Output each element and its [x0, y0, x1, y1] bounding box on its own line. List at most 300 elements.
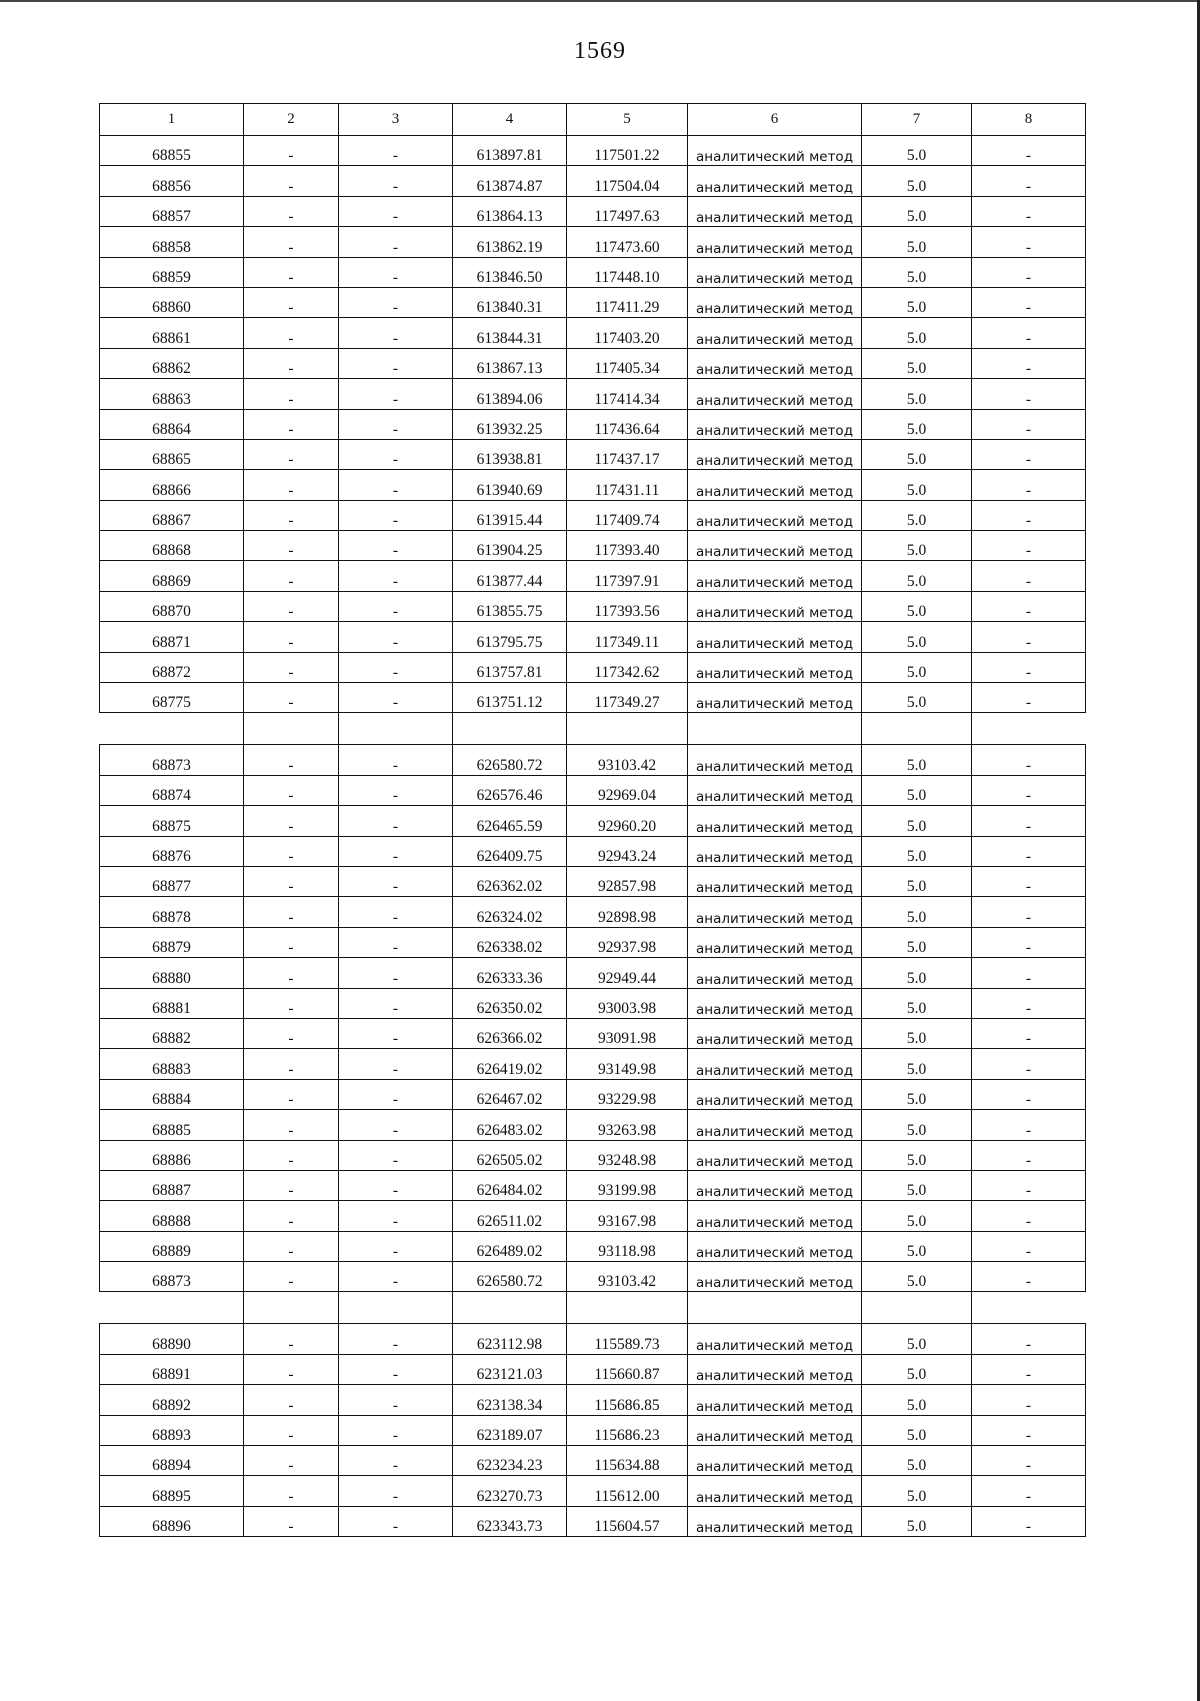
method-cell: аналитический метод — [688, 531, 862, 561]
coord-x-cell: 613846.50 — [453, 257, 567, 287]
method-cell: аналитический метод — [688, 287, 862, 317]
coord-y-cell: 115686.85 — [567, 1385, 688, 1415]
col-2-value-cell: - — [244, 897, 339, 927]
table-row — [100, 166, 1086, 196]
point-number-cell: 68895 — [100, 1476, 244, 1506]
col-8-value-cell: - — [972, 775, 1086, 805]
method-cell: аналитический метод — [688, 1506, 862, 1536]
col-2-value-cell: - — [244, 836, 339, 866]
coord-y-cell: 92969.04 — [567, 775, 688, 805]
table-row — [100, 1506, 1086, 1536]
point-number-cell: 68896 — [100, 1506, 244, 1536]
col-2-value-cell: - — [244, 1262, 339, 1292]
method-cell: аналитический метод — [688, 836, 862, 866]
scan-edge-top — [0, 0, 1200, 2]
col-2-value-cell: - — [244, 927, 339, 957]
col-2-value-cell: - — [244, 988, 339, 1018]
table-row — [100, 927, 1086, 957]
coord-y-cell: 93149.98 — [567, 1049, 688, 1079]
coord-y-cell: 115686.23 — [567, 1415, 688, 1445]
coord-x-cell: 626576.46 — [453, 775, 567, 805]
column-header: 3 — [339, 104, 453, 136]
coord-x-cell: 613864.13 — [453, 196, 567, 226]
coord-y-cell: 117437.17 — [567, 439, 688, 469]
coord-x-cell: 613877.44 — [453, 561, 567, 591]
coord-x-cell: 613938.81 — [453, 439, 567, 469]
col-8-value-cell: - — [972, 287, 1086, 317]
col-8-value-cell: - — [972, 1354, 1086, 1384]
coord-x-cell: 613940.69 — [453, 470, 567, 500]
empty-cell — [567, 713, 688, 745]
col-3-value-cell: - — [339, 379, 453, 409]
col-2-value-cell: - — [244, 1415, 339, 1445]
col-3-value-cell: - — [339, 531, 453, 561]
method-cell: аналитический метод — [688, 897, 862, 927]
method-cell: аналитический метод — [688, 409, 862, 439]
col-2-value-cell: - — [244, 561, 339, 591]
accuracy-cell: 5.0 — [862, 1385, 972, 1415]
method-cell: аналитический метод — [688, 166, 862, 196]
accuracy-cell: 5.0 — [862, 318, 972, 348]
table-row — [100, 287, 1086, 317]
method-cell: аналитический метод — [688, 958, 862, 988]
col-8-value-cell: - — [972, 470, 1086, 500]
method-cell: аналитический метод — [688, 470, 862, 500]
col-3-value-cell: - — [339, 806, 453, 836]
col-8-value-cell: - — [972, 1262, 1086, 1292]
col-2-value-cell: - — [244, 1354, 339, 1384]
col-8-value-cell: - — [972, 1324, 1086, 1354]
col-3-value-cell: - — [339, 1079, 453, 1109]
col-3-value-cell: - — [339, 409, 453, 439]
coord-x-cell: 626511.02 — [453, 1201, 567, 1231]
point-number-cell: 68884 — [100, 1079, 244, 1109]
coord-y-cell: 117448.10 — [567, 257, 688, 287]
coord-y-cell: 117349.27 — [567, 683, 688, 713]
method-cell: аналитический метод — [688, 1476, 862, 1506]
empty-cell — [972, 713, 1086, 745]
accuracy-cell: 5.0 — [862, 652, 972, 682]
point-number-cell: 68859 — [100, 257, 244, 287]
accuracy-cell: 5.0 — [862, 196, 972, 226]
col-2-value-cell: - — [244, 1140, 339, 1170]
accuracy-cell: 5.0 — [862, 531, 972, 561]
coord-x-cell: 626350.02 — [453, 988, 567, 1018]
table-row — [100, 257, 1086, 287]
table-body — [100, 136, 1086, 1537]
section-gap-row — [100, 713, 1086, 745]
coord-y-cell: 93103.42 — [567, 745, 688, 775]
method-cell: аналитический метод — [688, 1385, 862, 1415]
col-3-value-cell: - — [339, 561, 453, 591]
col-3-value-cell: - — [339, 166, 453, 196]
coord-y-cell: 115589.73 — [567, 1324, 688, 1354]
coord-y-cell: 117393.56 — [567, 591, 688, 621]
coord-x-cell: 626324.02 — [453, 897, 567, 927]
coord-y-cell: 115612.00 — [567, 1476, 688, 1506]
col-2-value-cell: - — [244, 136, 339, 166]
column-header: 7 — [862, 104, 972, 136]
col-8-value-cell: - — [972, 866, 1086, 896]
column-header: 8 — [972, 104, 1086, 136]
coord-y-cell: 117414.34 — [567, 379, 688, 409]
coord-y-cell: 117342.62 — [567, 652, 688, 682]
coord-y-cell: 92943.24 — [567, 836, 688, 866]
method-cell: аналитический метод — [688, 775, 862, 805]
accuracy-cell: 5.0 — [862, 591, 972, 621]
coord-y-cell: 117504.04 — [567, 166, 688, 196]
col-8-value-cell: - — [972, 622, 1086, 652]
point-number-cell: 68881 — [100, 988, 244, 1018]
method-cell: аналитический метод — [688, 1201, 862, 1231]
accuracy-cell: 5.0 — [862, 1446, 972, 1476]
method-cell: аналитический метод — [688, 318, 862, 348]
empty-cell — [339, 713, 453, 745]
col-3-value-cell: - — [339, 1018, 453, 1048]
coord-y-cell: 92949.44 — [567, 958, 688, 988]
point-number-cell: 68875 — [100, 806, 244, 836]
table-row — [100, 409, 1086, 439]
accuracy-cell: 5.0 — [862, 683, 972, 713]
coord-x-cell: 623121.03 — [453, 1354, 567, 1384]
point-number-cell: 68871 — [100, 622, 244, 652]
col-3-value-cell: - — [339, 745, 453, 775]
table-row — [100, 1354, 1086, 1384]
method-cell: аналитический метод — [688, 136, 862, 166]
accuracy-cell: 5.0 — [862, 409, 972, 439]
col-3-value-cell: - — [339, 470, 453, 500]
col-2-value-cell: - — [244, 1324, 339, 1354]
table-row — [100, 897, 1086, 927]
method-cell: аналитический метод — [688, 1110, 862, 1140]
col-2-value-cell: - — [244, 287, 339, 317]
col-8-value-cell: - — [972, 1446, 1086, 1476]
col-3-value-cell: - — [339, 1354, 453, 1384]
point-number-cell: 68887 — [100, 1170, 244, 1200]
col-8-value-cell: - — [972, 1079, 1086, 1109]
point-number-cell: 68873 — [100, 1262, 244, 1292]
point-number-cell: 68867 — [100, 500, 244, 530]
col-8-value-cell: - — [972, 652, 1086, 682]
coord-x-cell: 623138.34 — [453, 1385, 567, 1415]
col-3-value-cell: - — [339, 683, 453, 713]
point-number-cell: 68870 — [100, 591, 244, 621]
column-header: 4 — [453, 104, 567, 136]
coord-y-cell: 93118.98 — [567, 1231, 688, 1261]
accuracy-cell: 5.0 — [862, 1262, 972, 1292]
col-3-value-cell: - — [339, 652, 453, 682]
accuracy-cell: 5.0 — [862, 622, 972, 652]
col-3-value-cell: - — [339, 775, 453, 805]
point-number-cell: 68877 — [100, 866, 244, 896]
col-2-value-cell: - — [244, 1385, 339, 1415]
coord-y-cell: 115660.87 — [567, 1354, 688, 1384]
page-number: 1569 — [574, 38, 626, 64]
table-row — [100, 1262, 1086, 1292]
accuracy-cell: 5.0 — [862, 866, 972, 896]
accuracy-cell: 5.0 — [862, 439, 972, 469]
col-8-value-cell: - — [972, 136, 1086, 166]
point-number-cell: 68880 — [100, 958, 244, 988]
col-2-value-cell: - — [244, 1049, 339, 1079]
col-8-value-cell: - — [972, 1506, 1086, 1536]
point-number-cell: 68857 — [100, 196, 244, 226]
col-3-value-cell: - — [339, 958, 453, 988]
coord-x-cell: 613855.75 — [453, 591, 567, 621]
method-cell: аналитический метод — [688, 379, 862, 409]
method-cell: аналитический метод — [688, 1231, 862, 1261]
coord-x-cell: 613751.12 — [453, 683, 567, 713]
col-2-value-cell: - — [244, 1018, 339, 1048]
coord-x-cell: 626333.36 — [453, 958, 567, 988]
coord-y-cell: 93091.98 — [567, 1018, 688, 1048]
coord-x-cell: 613844.31 — [453, 318, 567, 348]
col-8-value-cell: - — [972, 227, 1086, 257]
accuracy-cell: 5.0 — [862, 287, 972, 317]
point-number-cell: 68879 — [100, 927, 244, 957]
coord-x-cell: 613757.81 — [453, 652, 567, 682]
empty-cell — [244, 1292, 339, 1324]
col-8-value-cell: - — [972, 1385, 1086, 1415]
table-row — [100, 745, 1086, 775]
col-2-value-cell: - — [244, 806, 339, 836]
col-8-value-cell: - — [972, 531, 1086, 561]
empty-cell — [100, 1292, 244, 1324]
coord-y-cell: 117393.40 — [567, 531, 688, 561]
table-row — [100, 1049, 1086, 1079]
table-row — [100, 1170, 1086, 1200]
method-cell: аналитический метод — [688, 227, 862, 257]
table-row — [100, 1324, 1086, 1354]
col-3-value-cell: - — [339, 1385, 453, 1415]
col-2-value-cell: - — [244, 348, 339, 378]
table-row — [100, 958, 1086, 988]
coord-x-cell: 613932.25 — [453, 409, 567, 439]
table-row — [100, 1110, 1086, 1140]
accuracy-cell: 5.0 — [862, 500, 972, 530]
table-row — [100, 1415, 1086, 1445]
col-2-value-cell: - — [244, 227, 339, 257]
coord-y-cell: 117405.34 — [567, 348, 688, 378]
table-row — [100, 348, 1086, 378]
table-row — [100, 1446, 1086, 1476]
method-cell: аналитический метод — [688, 257, 862, 287]
table-row — [100, 1476, 1086, 1506]
accuracy-cell: 5.0 — [862, 348, 972, 378]
col-8-value-cell: - — [972, 1140, 1086, 1170]
table-row — [100, 500, 1086, 530]
col-2-value-cell: - — [244, 1110, 339, 1140]
col-2-value-cell: - — [244, 196, 339, 226]
coord-y-cell: 93167.98 — [567, 1201, 688, 1231]
col-3-value-cell: - — [339, 348, 453, 378]
coord-y-cell: 93003.98 — [567, 988, 688, 1018]
col-8-value-cell: - — [972, 1476, 1086, 1506]
point-number-cell: 68860 — [100, 287, 244, 317]
col-8-value-cell: - — [972, 196, 1086, 226]
coord-x-cell: 613874.87 — [453, 166, 567, 196]
table-row — [100, 439, 1086, 469]
coord-y-cell: 92937.98 — [567, 927, 688, 957]
accuracy-cell: 5.0 — [862, 166, 972, 196]
col-2-value-cell: - — [244, 1201, 339, 1231]
accuracy-cell: 5.0 — [862, 927, 972, 957]
coord-y-cell: 93229.98 — [567, 1079, 688, 1109]
col-3-value-cell: - — [339, 1324, 453, 1354]
col-3-value-cell: - — [339, 439, 453, 469]
table-row — [100, 775, 1086, 805]
accuracy-cell: 5.0 — [862, 1110, 972, 1140]
coord-x-cell: 623112.98 — [453, 1324, 567, 1354]
coord-x-cell: 626505.02 — [453, 1140, 567, 1170]
table-row — [100, 806, 1086, 836]
col-8-value-cell: - — [972, 683, 1086, 713]
col-2-value-cell: - — [244, 745, 339, 775]
accuracy-cell: 5.0 — [862, 836, 972, 866]
col-2-value-cell: - — [244, 1079, 339, 1109]
point-number-cell: 68892 — [100, 1385, 244, 1415]
col-2-value-cell: - — [244, 379, 339, 409]
table-row — [100, 652, 1086, 682]
point-number-cell: 68868 — [100, 531, 244, 561]
coord-y-cell: 117403.20 — [567, 318, 688, 348]
col-2-value-cell: - — [244, 683, 339, 713]
coord-x-cell: 626484.02 — [453, 1170, 567, 1200]
empty-cell — [688, 1292, 862, 1324]
coord-y-cell: 117431.11 — [567, 470, 688, 500]
point-number-cell: 68890 — [100, 1324, 244, 1354]
empty-cell — [862, 713, 972, 745]
coord-x-cell: 613862.19 — [453, 227, 567, 257]
col-3-value-cell: - — [339, 622, 453, 652]
accuracy-cell: 5.0 — [862, 1415, 972, 1445]
coord-x-cell: 626338.02 — [453, 927, 567, 957]
col-3-value-cell: - — [339, 136, 453, 166]
column-header: 1 — [100, 104, 244, 136]
coord-y-cell: 92857.98 — [567, 866, 688, 896]
point-number-cell: 68891 — [100, 1354, 244, 1384]
accuracy-cell: 5.0 — [862, 1506, 972, 1536]
point-number-cell: 68863 — [100, 379, 244, 409]
accuracy-cell: 5.0 — [862, 470, 972, 500]
method-cell: аналитический метод — [688, 591, 862, 621]
accuracy-cell: 5.0 — [862, 1018, 972, 1048]
coord-y-cell: 117436.64 — [567, 409, 688, 439]
coord-y-cell: 117397.91 — [567, 561, 688, 591]
point-number-cell: 68882 — [100, 1018, 244, 1048]
table-row — [100, 1385, 1086, 1415]
col-2-value-cell: - — [244, 500, 339, 530]
col-2-value-cell: - — [244, 470, 339, 500]
empty-cell — [567, 1292, 688, 1324]
col-3-value-cell: - — [339, 988, 453, 1018]
col-3-value-cell: - — [339, 1170, 453, 1200]
method-cell: аналитический метод — [688, 348, 862, 378]
point-number-cell: 68856 — [100, 166, 244, 196]
coord-x-cell: 613894.06 — [453, 379, 567, 409]
col-8-value-cell: - — [972, 1110, 1086, 1140]
method-cell: аналитический метод — [688, 652, 862, 682]
coord-x-cell: 613840.31 — [453, 287, 567, 317]
col-8-value-cell: - — [972, 958, 1086, 988]
col-3-value-cell: - — [339, 318, 453, 348]
coord-x-cell: 613795.75 — [453, 622, 567, 652]
coord-x-cell: 613904.25 — [453, 531, 567, 561]
col-8-value-cell: - — [972, 500, 1086, 530]
col-3-value-cell: - — [339, 836, 453, 866]
method-cell: аналитический метод — [688, 683, 862, 713]
col-8-value-cell: - — [972, 806, 1086, 836]
coord-y-cell: 93199.98 — [567, 1170, 688, 1200]
point-number-cell: 68872 — [100, 652, 244, 682]
method-cell: аналитический метод — [688, 1170, 862, 1200]
coord-x-cell: 626489.02 — [453, 1231, 567, 1261]
coord-x-cell: 626465.59 — [453, 806, 567, 836]
coord-x-cell: 626362.02 — [453, 866, 567, 896]
accuracy-cell: 5.0 — [862, 988, 972, 1018]
table-row — [100, 988, 1086, 1018]
col-2-value-cell: - — [244, 958, 339, 988]
point-number-cell: 68893 — [100, 1415, 244, 1445]
col-3-value-cell: - — [339, 897, 453, 927]
empty-cell — [244, 713, 339, 745]
col-3-value-cell: - — [339, 500, 453, 530]
col-8-value-cell: - — [972, 897, 1086, 927]
coord-x-cell: 623270.73 — [453, 1476, 567, 1506]
accuracy-cell: 5.0 — [862, 745, 972, 775]
method-cell: аналитический метод — [688, 1079, 862, 1109]
coord-x-cell: 626409.75 — [453, 836, 567, 866]
table-row — [100, 866, 1086, 896]
method-cell: аналитический метод — [688, 439, 862, 469]
coord-y-cell: 117497.63 — [567, 196, 688, 226]
empty-cell — [100, 713, 244, 745]
coord-x-cell: 613915.44 — [453, 500, 567, 530]
col-8-value-cell: - — [972, 439, 1086, 469]
col-8-value-cell: - — [972, 318, 1086, 348]
col-3-value-cell: - — [339, 1049, 453, 1079]
col-8-value-cell: - — [972, 1018, 1086, 1048]
col-2-value-cell: - — [244, 591, 339, 621]
accuracy-cell: 5.0 — [862, 136, 972, 166]
accuracy-cell: 5.0 — [862, 806, 972, 836]
coord-x-cell: 623343.73 — [453, 1506, 567, 1536]
method-cell: аналитический метод — [688, 1049, 862, 1079]
table-row — [100, 1231, 1086, 1261]
method-cell: аналитический метод — [688, 1354, 862, 1384]
point-number-cell: 68862 — [100, 348, 244, 378]
coord-y-cell: 115634.88 — [567, 1446, 688, 1476]
point-number-cell: 68869 — [100, 561, 244, 591]
table-row — [100, 227, 1086, 257]
coord-x-cell: 626580.72 — [453, 1262, 567, 1292]
accuracy-cell: 5.0 — [862, 1140, 972, 1170]
point-number-cell: 68874 — [100, 775, 244, 805]
col-2-value-cell: - — [244, 166, 339, 196]
empty-cell — [688, 713, 862, 745]
accuracy-cell: 5.0 — [862, 1170, 972, 1200]
col-3-value-cell: - — [339, 1506, 453, 1536]
table-row — [100, 1201, 1086, 1231]
col-8-value-cell: - — [972, 409, 1086, 439]
coord-y-cell: 117411.29 — [567, 287, 688, 317]
table-row — [100, 196, 1086, 226]
col-2-value-cell: - — [244, 1476, 339, 1506]
point-number-cell: 68858 — [100, 227, 244, 257]
accuracy-cell: 5.0 — [862, 1231, 972, 1261]
accuracy-cell: 5.0 — [862, 958, 972, 988]
col-2-value-cell: - — [244, 1231, 339, 1261]
